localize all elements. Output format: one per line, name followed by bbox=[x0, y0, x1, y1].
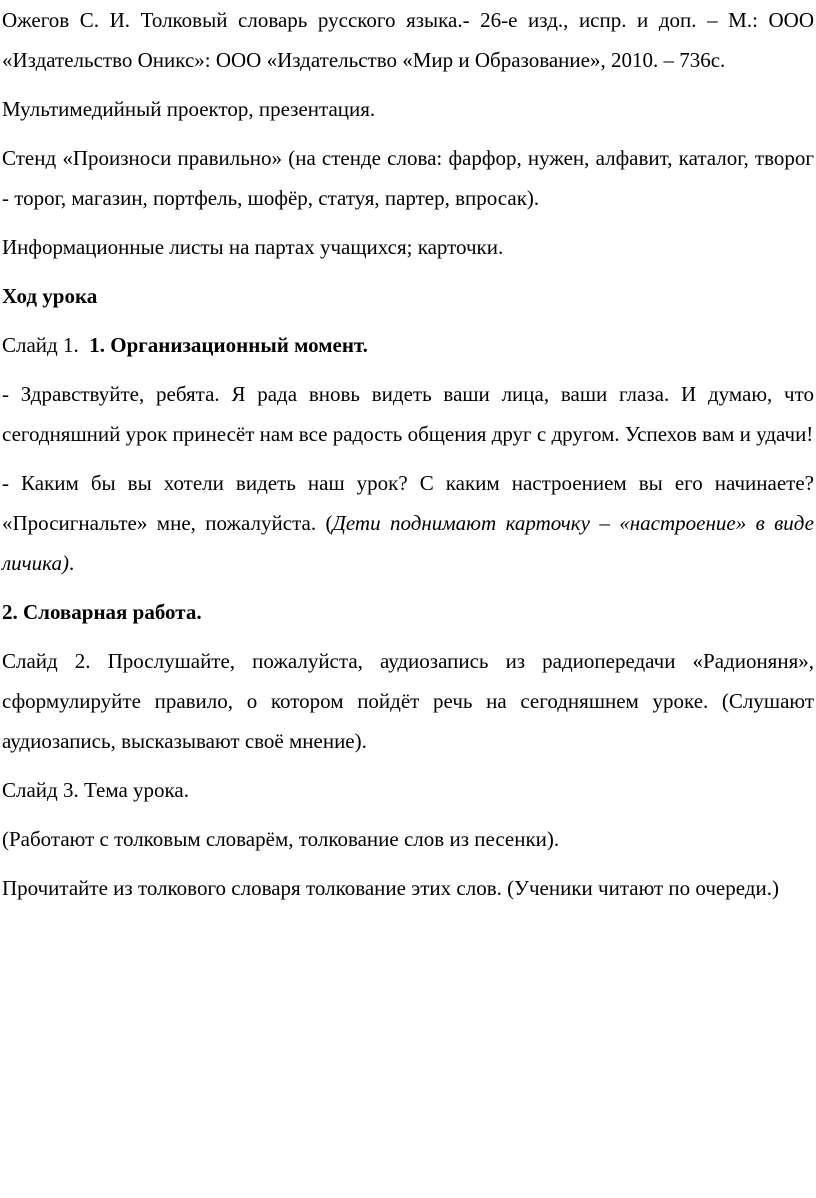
slide2-paragraph: Слайд 2. Прослушайте, пожалуйста, аудиозапись из радиопередачи «Радионяня», сформулируйте правило, о котором пойдёт речь на сегодняшнем уроке. (Слушают аудиозапись, высказывают своё мнение). bbox=[2, 649, 814, 753]
reference-paragraph: Ожегов С. И. Толковый словарь русского языка.- 26-е изд., испр. и доп. – М.: ООО «Издательство Оникс»: ООО «Издательство «Мир и Образование», 2010. – 736с. bbox=[2, 8, 814, 72]
slide3-paragraph: Слайд 3. Тема урока. bbox=[2, 778, 190, 802]
slide1-prefix: Слайд 1. bbox=[2, 333, 79, 357]
read-paragraph: Прочитайте из толкового словаря толкование этих слов. (Ученики читают по очереди.) bbox=[2, 876, 779, 900]
info-sheets-paragraph: Информационные листы на партах учащихся; карточки. bbox=[2, 235, 504, 259]
lesson-heading: Ход урока bbox=[2, 284, 98, 308]
projector-paragraph: Мультимедийный проектор, презентация. bbox=[2, 97, 376, 121]
dictionary-work-paragraph: (Работают с толковым словарём, толкование слов из песенки). bbox=[2, 827, 560, 851]
vocab-heading: 2. Словарная работа. bbox=[2, 600, 202, 624]
question-end: . bbox=[68, 551, 75, 575]
question-paragraph bbox=[2, 463, 814, 583]
question-text: - Каким бы вы хотели видеть наш урок? С каким настроением вы его начинаете? «Просигнальте» мне, пожалуйста. ( bbox=[2, 471, 814, 535]
question-italic-note: Дети поднимают карточку – «настроение» в виде личика) bbox=[2, 511, 814, 575]
slide1-title: 1. Организационный момент. bbox=[89, 333, 368, 357]
greeting-paragraph: - Здравствуйте, ребята. Я рада вновь видеть ваши лица, ваши глаза. И думаю, что сегодняшний урок принесёт нам все радость общения друг с другом. Успехов вам и удачи! bbox=[2, 382, 814, 446]
stand-paragraph: Стенд «Произноси правильно» (на стенде слова: фарфор, нужен, алфавит, каталог, творог - торог, магазин, портфель, шофёр, статуя, партер, впросак). bbox=[2, 146, 814, 210]
slide1-paragraph bbox=[2, 325, 814, 365]
